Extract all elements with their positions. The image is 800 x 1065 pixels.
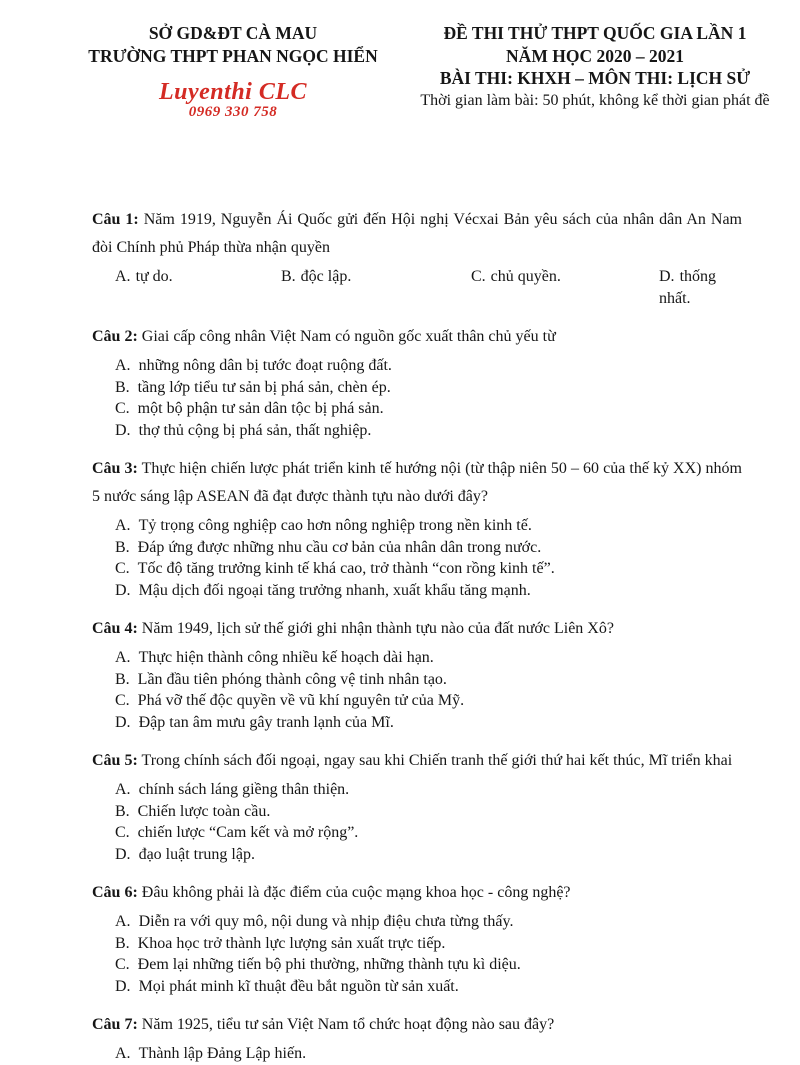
department-name: SỞ GD&ĐT CÀ MAU <box>148 23 318 43</box>
question-2 <box>92 323 742 441</box>
option-text: tự do. <box>135 268 173 285</box>
option-letter: D. <box>115 713 131 731</box>
option-letter: A. <box>115 913 131 930</box>
school-name: TRƯỜNG THPT PHAN NGỌC HIỂN <box>88 45 378 66</box>
question-number: Câu 7: <box>92 1016 138 1033</box>
question-5 <box>92 747 742 865</box>
option-D <box>115 580 742 602</box>
option-D <box>115 976 742 998</box>
option-text: chính sách láng giềng thân thiện. <box>138 781 350 798</box>
option-letter: A. <box>115 781 131 798</box>
question-stem <box>92 206 742 262</box>
question-number: Câu 4: <box>92 620 138 637</box>
question-text: Giai cấp công nhân Việt Nam có nguồn gốc xuất thân chủ yếu từ <box>137 328 556 345</box>
option-C <box>115 690 742 712</box>
question-3 <box>92 455 742 601</box>
option-text: thống nhất. <box>659 268 717 307</box>
question-text: Năm 1925, tiểu tư sản Việt Nam tổ chức hoạt động nào sau đây? <box>137 1016 555 1033</box>
option-letter: B. <box>115 934 130 952</box>
option-C <box>115 954 742 976</box>
question-1 <box>92 206 742 309</box>
option-text: tầng lớp tiểu tư sản bị phá sản, chèn ép. <box>137 378 391 396</box>
option-A <box>115 779 742 801</box>
logo-text: Luyenthi CLC <box>158 79 308 105</box>
option-text: Đập tan âm mưu gây tranh lạnh của Mĩ. <box>138 713 394 731</box>
option-letter: D. <box>115 977 131 995</box>
option-D <box>115 844 742 866</box>
option-text: Diễn ra với quy mô, nội dung và nhịp điệu chưa từng thấy. <box>138 913 514 930</box>
option-A <box>115 355 742 377</box>
option-text: Lần đầu tiên phóng thành công vệ tinh nhân tạo. <box>137 670 447 688</box>
option-letter: A. <box>115 649 131 666</box>
option-letter: C. <box>115 956 130 973</box>
option-text: Đáp ứng được những nhu cầu cơ bản của nhân dân trong nước. <box>137 538 542 556</box>
luyenthi-logo <box>58 80 408 120</box>
option-A <box>115 515 742 537</box>
option-letter: C. <box>115 400 130 417</box>
question-text: Trong chính sách đối ngoại, ngay sau khi Chiến tranh thế giới thứ hai kết thúc, Mĩ triển khai <box>137 752 733 769</box>
option-text: Tốc độ tăng trưởng kinh tế khá cao, trở thành “con rồng kinh tế”. <box>137 560 555 577</box>
option-D <box>115 420 742 442</box>
option-letter: B. <box>115 670 130 688</box>
question-text: Năm 1919, Nguyễn Ái Quốc gửi đến Hội nghị Vécxai Bản yêu sách của nhân dân An Nam đòi Chính phủ Pháp thừa nhận quyền <box>92 211 743 256</box>
options <box>92 515 742 601</box>
options <box>92 911 742 997</box>
option-A <box>115 1043 742 1065</box>
question-text: Năm 1949, lịch sử thế giới ghi nhận thành tựu nào của đất nước Liên Xô? <box>137 620 614 637</box>
options <box>92 266 742 309</box>
option-letter: D. <box>115 421 131 439</box>
options <box>92 355 742 441</box>
exam-title: ĐỀ THI THỬ THPT QUỐC GIA LẦN 1 <box>443 23 747 43</box>
question-stem <box>92 1011 742 1039</box>
school-block <box>58 22 408 120</box>
option-text: Thành lập Đảng Lập hiến. <box>138 1045 307 1062</box>
option-text: Mậu dịch đối ngoại tăng trưởng nhanh, xuất khẩu tăng mạnh. <box>138 581 531 599</box>
option-letter: D. <box>115 581 131 599</box>
option-B <box>115 801 742 823</box>
option-letter: D. <box>659 268 675 285</box>
option-letter: B. <box>115 802 130 820</box>
option-text: Đem lại những tiến bộ phi thường, những thành tựu kì diệu. <box>137 956 521 973</box>
option-text: Khoa học trở thành lực lượng sản xuất trực tiếp. <box>137 934 446 952</box>
option-A <box>115 647 742 669</box>
option-text: đạo luật trung lập. <box>138 845 255 863</box>
option-letter: C. <box>115 560 130 577</box>
option-text: Phá vỡ thế độc quyền về vũ khí nguyên tử của Mỹ. <box>137 692 465 709</box>
option-B <box>281 266 471 309</box>
option-letter: B. <box>281 268 296 285</box>
question-4 <box>92 615 742 733</box>
option-text: Tỷ trọng công nghiệp cao hơn nông nghiệp trong nền kinh tế. <box>138 517 532 534</box>
question-number: Câu 2: <box>92 328 138 345</box>
option-text: Mọi phát minh kĩ thuật đều bắt nguồn từ sản xuất. <box>138 977 459 995</box>
options <box>92 647 742 733</box>
option-text: Thực hiện thành công nhiều kế hoạch dài hạn. <box>138 649 434 666</box>
school-year: NĂM HỌC 2020 – 2021 <box>506 45 684 66</box>
option-text: một bộ phận tư sản dân tộc bị phá sản. <box>137 400 384 417</box>
option-text: những nông dân bị tước đoạt ruộng đất. <box>138 357 392 374</box>
option-text: chiến lược “Cam kết và mở rộng”. <box>137 824 359 841</box>
option-letter: C. <box>115 692 130 709</box>
option-D <box>659 266 742 309</box>
option-letter: B. <box>115 538 130 556</box>
question-number: Câu 3: <box>92 460 138 477</box>
question-stem <box>92 879 742 907</box>
option-letter: C. <box>471 268 486 285</box>
option-letter: B. <box>115 378 130 396</box>
exam-header <box>0 0 800 124</box>
logo-phone-number: 0969 330 758 <box>188 104 278 120</box>
option-text: thợ thủ cộng bị phá sản, thất nghiệp. <box>138 421 372 439</box>
option-A <box>115 266 281 309</box>
question-stem <box>92 455 742 511</box>
option-letter: C. <box>115 824 130 841</box>
option-letter: D. <box>115 845 131 863</box>
question-7 <box>92 1011 742 1065</box>
option-text: Chiến lược toàn cầu. <box>137 802 271 820</box>
option-letter: A. <box>115 517 131 534</box>
exam-duration: Thời gian làm bài: 50 phút, không kể thời gian phát đề <box>420 91 770 109</box>
option-C <box>471 266 659 309</box>
exam-info-block <box>398 22 792 112</box>
option-letter: A. <box>115 357 131 374</box>
option-B <box>115 669 742 691</box>
option-B <box>115 537 742 559</box>
question-text: Thực hiện chiến lược phát triển kinh tế hướng nội (từ thập niên 50 – 60 của thế kỷ XX) nhóm 5 nước sáng lập ASEAN đã đạt được thành tựu nào dưới đây? <box>92 460 743 505</box>
option-B <box>115 377 742 399</box>
question-number: Câu 5: <box>92 752 138 769</box>
options <box>92 779 742 865</box>
question-number: Câu 1: <box>92 211 139 228</box>
question-stem <box>92 615 742 643</box>
option-text: chủ quyền. <box>490 268 561 285</box>
option-letter: A. <box>115 1045 131 1062</box>
question-stem <box>92 323 742 351</box>
option-B <box>115 933 742 955</box>
questions-list <box>0 206 800 1065</box>
option-C <box>115 558 742 580</box>
option-letter: A. <box>115 268 131 285</box>
question-6 <box>92 879 742 997</box>
option-text: độc lập. <box>300 268 352 285</box>
option-C <box>115 822 742 844</box>
question-stem <box>92 747 742 775</box>
option-D <box>115 712 742 734</box>
options <box>92 1043 742 1065</box>
question-number: Câu 6: <box>92 884 138 901</box>
option-A <box>115 911 742 933</box>
option-C <box>115 398 742 420</box>
exam-subject: BÀI THI: KHXH – MÔN THI: LỊCH SỬ <box>439 68 751 88</box>
question-text: Đâu không phải là đặc điểm của cuộc mạng khoa học - công nghệ? <box>137 884 571 901</box>
